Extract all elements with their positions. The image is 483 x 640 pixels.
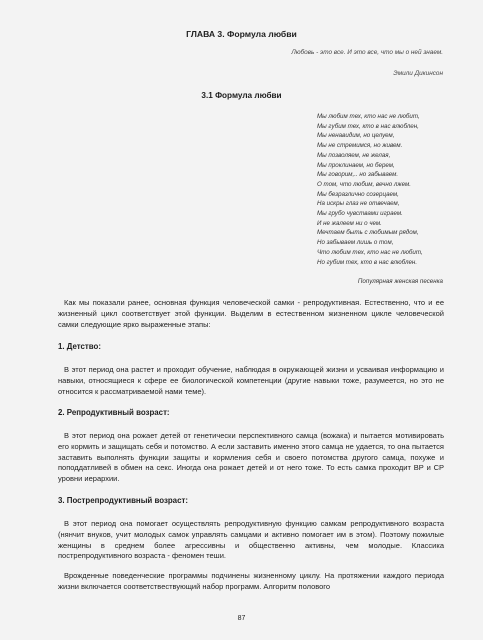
poem-line: Мы безразлично созерцаем, (317, 190, 399, 198)
chapter-title: ГЛАВА 3. Формула любви (186, 29, 297, 39)
epigraph-quote: Любовь - это все. И это все, что мы о ней знаем. (291, 49, 443, 56)
poem-source: Популярная женская песенка (357, 278, 443, 285)
poem-line: Мы говорим,.. но забываем. (317, 171, 399, 179)
poem-line: Мы грубо чувствами играем. (317, 210, 403, 218)
section-text-childhood: В этот период она растет и проходит обучение, наблюдая в окружающей жизни и усваивая информацию и навыки, относящиеся к сфере ее биологической компетенции (другие навыки тоже, разумеется, но это не относится к рассматриваемой нами теме). (58, 365, 444, 396)
section-heading-childhood: 1. Детство: (58, 342, 101, 351)
poem-line: Мечтаем быть с любимым рядом, (317, 229, 419, 237)
intro-paragraph: Как мы показали ранее, основная функция человеческой самки - репродуктивная. Естественно, что и ее жизненный цикл соответствует этой функции. Выделим в естественном жизненном цикле человеческой самки следующие ярко выраженные этапы: (58, 298, 444, 329)
section-heading-reproductive: 2. Репродуктивный возраст: (58, 408, 170, 417)
section-text-postreproductive: В этот период она помогает осуществлять репродуктивную функцию самкам репродуктивного возраста (нянчит внуков, учит молодых самок управлять самцами и активно помогает им в этом). Поэтому пожилые женщины в среднем более агрессивны и общественно активны, чем молодые. Классика пострепродуктивного возраста - феномен теши. (58, 519, 444, 561)
poem-line: Мы позволяем, не желая, (317, 151, 391, 159)
section-heading-postreproductive: 3. Пострепродуктивный возраст: (58, 496, 188, 505)
poem-line: Что любим тех, кто нас не любит, (317, 248, 423, 256)
section-text-reproductive: В этот период она рожает детей от генетически перспективного самца (вожака) и пытается мотивировать его кормить и защищать себя и потомство. А если заставить именно этого самца не удается, то она пытается заставить выполнять функции защиты и кормления себя и своего потомства другого самца, похуже и поподдатливей в обмен на секс. Иногда она рожает детей и от него тоже. То есть самка проходит ВР и СР уровни иерархии. (58, 431, 444, 484)
poem-line: Мы не стремимся, но живем. (317, 142, 403, 150)
closing-paragraph: Врожденные поведенческие программы подчинены жизненному циклу. На протяжении каждого периода жизни включается соответствествующий набор программ. Алгоритм полового (58, 571, 444, 591)
poem-line: О том, что любим, вечно лжем. (317, 180, 411, 188)
poem-line: Мы губим тех, кто в нас влюблен, (317, 122, 419, 130)
poem (317, 112, 423, 267)
poem-line: Мы любим тех, кто нас не любит, (317, 113, 420, 120)
section-title: 3.1 Формула любви (201, 91, 282, 100)
page-number: 87 (237, 615, 246, 622)
poem-line: Мы ненавидим, но целуем, (317, 132, 395, 140)
poem-line: На искры глаз не отвечаем, (317, 200, 400, 208)
poem-line: Но губим тех, кто в нас влюблен. (317, 258, 418, 266)
epigraph-author: Эмили Дикинсон (393, 70, 443, 77)
poem-line: Но забываем лишь о том, (317, 239, 394, 247)
poem-line: И не жалеем ни о чем. (317, 219, 382, 227)
poem-line: Мы проклинаем, но берем, (317, 161, 395, 169)
